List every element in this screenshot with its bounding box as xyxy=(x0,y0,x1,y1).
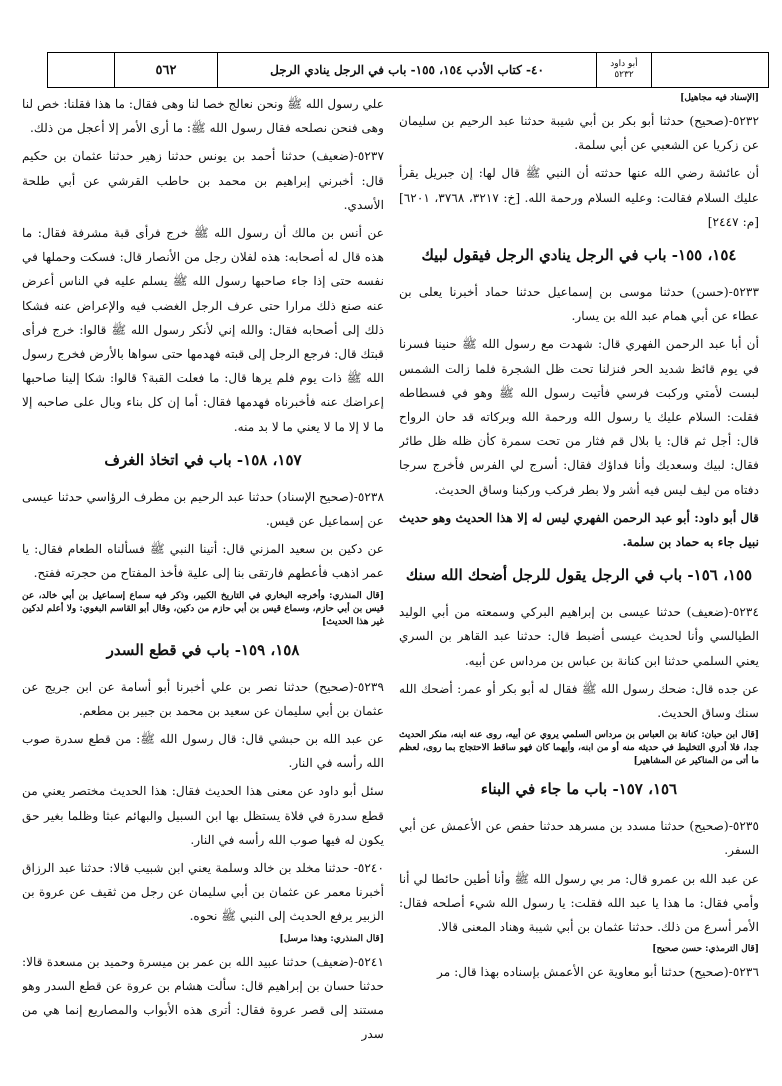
note: [الإسناد فيه مجاهيل] xyxy=(680,93,759,103)
hadith-5238-isnad: ٥٢٣٨-(صحيح الإسناد) حدثنا عبد الرحيم بن مطرف الرؤاسي حدثنا عيسى عن إسماعيل عن قيس. xyxy=(22,489,384,529)
hadith-5236: ٥٢٣٦-(صحيح) حدثنا أبو معاوية عن الأعمش بإسناده بهذا قال: مر xyxy=(437,965,759,980)
running-header xyxy=(47,52,769,88)
note: [قال المنذري: وهذا مرسل] xyxy=(279,933,384,944)
page-number: ٥٦٢ xyxy=(115,53,218,87)
hadith-5234-isnad: ٥٢٣٤-(ضعيف) حدثنا عيسى بن إبراهيم البركي وسمعته من أبي الوليد الطيالسي وأنا لحديث عيسى أضبط قال: حدثنا عبد القاهر بن السري يعني السلمي حدثنا ابن كنانة بن عباس بن مرداس عن أبيه. xyxy=(399,605,759,668)
header-blank-left xyxy=(48,53,115,87)
hadith-5239-matn: عن عبد الله بن حبشي قال: قال رسول الله ﷺ: من قطع سدرة صوب الله رأسه في النار. xyxy=(22,732,384,771)
left-column xyxy=(22,92,384,1077)
hadith-5232-matn: أن عائشة رضي الله عنها حدثته أن النبي ﷺ قال لها: إن جبريل يقرأ عليك السلام فقالت: وعليه السلام ورحمة الله. [خ: ٣٢١٧، ٣٧٦٨، ٦٢٠١] [م: ٢٤٤٧] xyxy=(399,166,759,229)
header-book xyxy=(597,53,652,87)
header-blank-right xyxy=(652,53,768,87)
hadith-5232-isnad: ٥٢٣٢-(صحيح) حدثنا أبو بكر بن أبي شيبة حدثنا عبد الرحيم بن سليمان عن زكريا عن الشعبي عن أبي سلمة. xyxy=(399,114,759,153)
hadith-5241: ٥٢٤١-(ضعيف) حدثنا عبيد الله بن عمر بن ميسرة وحميد بن مسعدة قالا: حدثنا حسان بن إبراهيم قال: سألت هشام بن عروة عن قطع السدر وهو مستند إلى قصر عروة فقال: أترى هذه الأبواب والمصاريع إنما هي من سدر xyxy=(22,954,384,1042)
hadith-5237-matn: عن أنس بن مالك أن رسول الله ﷺ خرج فرأى قبة مشرفة فقال: ما هذه قال له أصحابه: هذه لفلان رجل من الأنصار قال: فسكت وحملها في نفسه حتى إذا جاء صاحبها رسول الله ﷺ يسلم عليه في الناس أعرض عنه صنع ذلك مرارا حتى عرف الرجل الغضب فيه والإعراض عنه فشكا ذلك إلى أصحابه فقال: والله إني لأنكر رسول الله ﷺ قالوا: خرج فرأى قبتك قال: فرجع الرجل إلى قبته فهدمها حتى سواها بالأرض فخرج رسول الله ﷺ ذات يوم فلم يرها قال: ما فعلت القبة؟ قالوا: شكا إلينا صاحبها إعراضك عنه فأخبرناه فهدمها فقال: أما إن كل بناء وبال على صاحبه إلا ما لا إلا ما لا يعني ما لا بد منه. xyxy=(22,226,384,434)
hadith-continuation: علي رسول الله ﷺ ونحن نعالج خصا لنا وهى فقال: ما هذا فقلنا: خص لنا وهى فنحن نصلحه فقال رسول الله ﷺ: ما أرى الأمر إلا أعجل من ذلك. xyxy=(22,97,384,136)
chapter-heading: ١٥٨، ١٥٩- باب في قطع السدر xyxy=(106,640,300,659)
chapter-heading: ١٥٥، ١٥٦- باب في الرجل يقول للرجل أضحك الله سنك xyxy=(405,566,753,585)
chapter-heading: ١٥٤، ١٥٥- باب في الرجل ينادي الرجل فيقول لبيك xyxy=(421,246,737,265)
hadith-5240: ٥٢٤٠- حدثنا مخلد بن خالد وسلمة يعني ابن شبيب قالا: حدثنا عبد الرزاق أخبرنا معمر عن عثمان بن أبي سليمان عن رجل من ثقيف عن عروة بن الزبير يرفع الحديث إلى النبي ﷺ نحوه. xyxy=(22,861,384,924)
note: [قال المنذري: وأخرجه البخاري في التاريخ الكبير، وذكر فيه سماع إسماعيل بن أبي خالد، عن قيس بن أبي حازم، وسماع قيس بن أبي حازم من دكين، وقال أبو القاسم البغوي: ولا أعلم لدكين غير هذا الحديث] xyxy=(22,590,384,627)
abu-dawud-comment: سئل أبو داود عن معنى هذا الحديث فقال: هذا الحديث مختصر يعني من قطع سدرة في فلاة يستظل بها ابن السبيل والبهائم عبثا وظلما بغير حق يكون له فيها صوب الله رأسه في النار. xyxy=(22,784,384,847)
note: [قال الترمذي: حسن صحيح] xyxy=(652,944,759,955)
hadith-5233-isnad: ٥٢٣٣-(حسن) حدثنا موسى بن إسماعيل حدثنا حماد أخبرنا يعلى بن عطاء عن أبي همام عبد الله بن يسار. xyxy=(399,285,759,324)
chapter-heading: ١٥٧، ١٥٨- باب في اتخاذ الغرف xyxy=(104,450,302,469)
hadith-5234-matn: عن جده قال: ضحك رسول الله ﷺ فقال له أبو بكر أو عمر: أضحك الله سنك وساق الحديث. xyxy=(399,681,759,721)
hadith-5235-matn: عن عبد الله بن عمرو قال: مر بي رسول الله ﷺ وأنا أطين حائطا لي أنا وأمي فقال: ما هذا يا عبد الله فقلت: يا رسول الله شيء أصلحه فقال: الأمر أسرع من ذلك. حدثنا عثمان بن أبي شيبة وهناد المعنى قالا. xyxy=(399,871,759,935)
hadith-5237-isnad: ٥٢٣٧-(ضعيف) حدثنا أحمد بن يونس حدثنا زهير حدثنا عثمان بن حكيم قال: أخبرني إبراهيم بن محمد بن حاطب القرشي عن أبي طلحة الأسدي. xyxy=(22,149,384,212)
header-title: ٤٠- كتاب الأدب ١٥٤، ١٥٥- باب في الرجل ينادي الرجل xyxy=(218,53,597,87)
chapter-heading: ١٥٦، ١٥٧- باب ما جاء في البناء xyxy=(480,780,678,799)
book-number: ٥٢٣٢ xyxy=(614,70,634,80)
hadith-5238-matn: عن دكين بن سعيد المزني قال: أتينا النبي ﷺ فسألناه الطعام فقال: يا عمر اذهب فأعطهم فارتقى بنا إلى علية فأخذ المفتاح من حجرته ففتح. xyxy=(22,542,384,581)
note: [قال ابن حبان: كنانة بن العباس بن مرداس السلمي يروي عن أبيه، روى عنه ابنه، منكر الحديث جدا، فلا أدري التخليط في حديثه منه أو من ابنه، وأيهما كان فهو ساقط الاحتجاج بما روى، لعظم ما أتى من المناكير عن المشاهير] xyxy=(399,730,759,767)
right-column xyxy=(399,92,759,1077)
hadith-5235-isnad: ٥٢٣٥-(صحيح) حدثنا مسدد بن مسرهد حدثنا حفص عن الأعمش عن أبي السفر. xyxy=(399,819,759,858)
abu-dawud-comment: قال أبو داود: أبو عبد الرحمن الفهري ليس له إلا هذا الحديث وهو حديث نبيل جاء به حماد بن سلمة. xyxy=(399,510,759,550)
hadith-5239-isnad: ٥٢٣٩-(صحيح) حدثنا نصر بن علي أخبرنا أبو أسامة عن ابن جريج عن عثمان بن أبي سليمان عن سعيد بن محمد بن جبير بن مطعم. xyxy=(22,679,384,718)
hadith-5233-matn: أن أبا عبد الرحمن الفهري قال: شهدت مع رسول الله ﷺ حنينا فسرنا في يوم قائظ شديد الحر فنزلنا تحت ظل الشجرة فلما زالت الشمس لبست لأمتي وركبت فرسي فأتيت رسول الله ﷺ وهو في فسطاطه فقلت: السلام عليك يا رسول الله ورحمة الله وبركاته قد حان الرواح قال: أجل ثم قال: يا بلال قم فثار من تحت سمرة كأن ظله ظل طائر فقال: لبيك وسعديك وأنا فداؤك فقال: أسرج لي الفرس فأخرج سرجا دفتاه من ليف ليس فيه أشر ولا بطر فركب وركبنا وساق الحديث. xyxy=(399,337,759,497)
book-name: أبو داود xyxy=(610,59,638,69)
